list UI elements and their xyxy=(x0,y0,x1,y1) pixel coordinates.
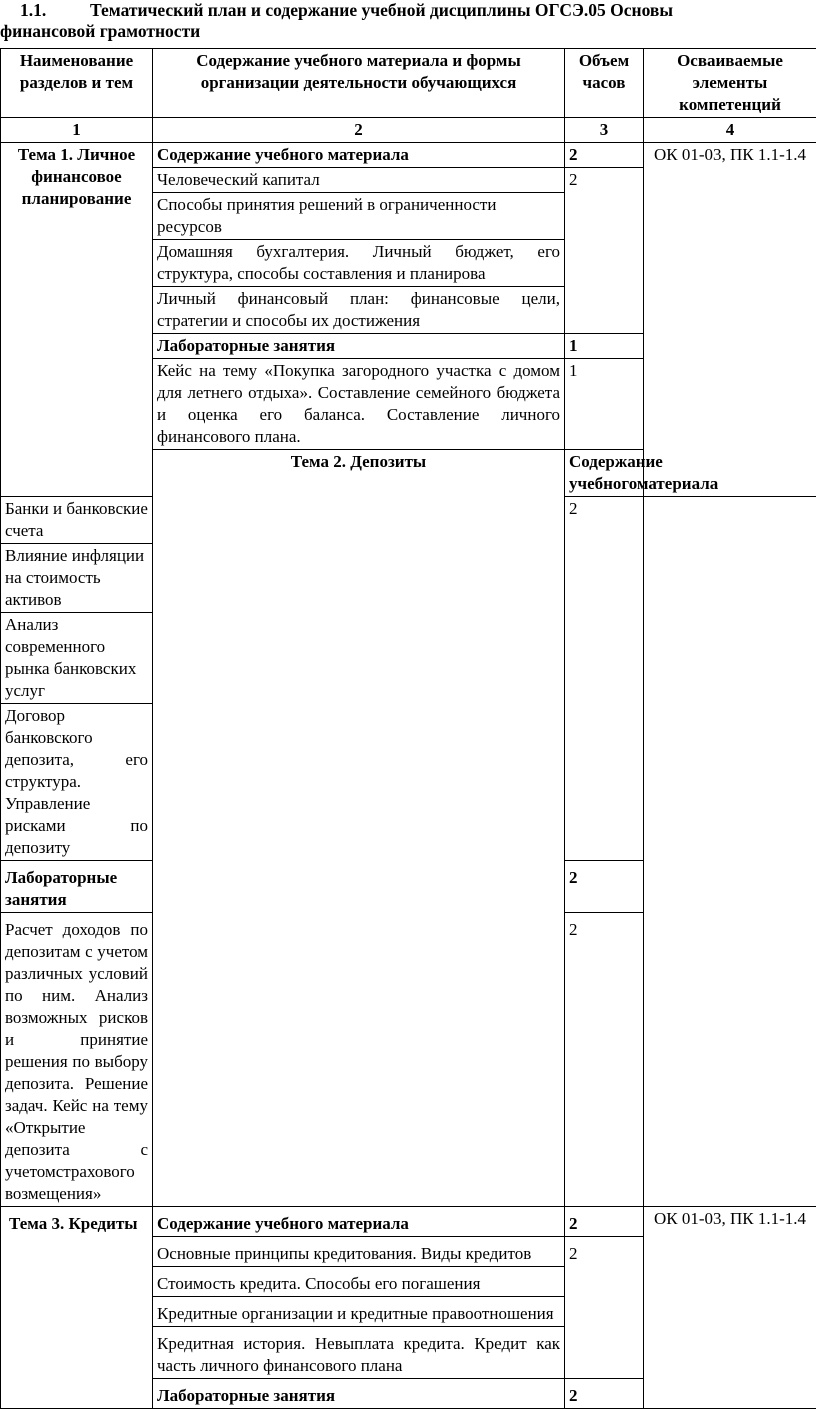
topic-2-item: Банки и банковские счета xyxy=(1,497,153,544)
table-row xyxy=(1,1207,816,1237)
topic-2-content-header: Содержание учебногоматериала xyxy=(565,450,644,497)
topic-1-items-hours: 2 xyxy=(565,168,644,334)
column-number: 2 xyxy=(153,118,565,143)
column-number: 4 xyxy=(644,118,816,143)
topic-1-content-hours: 2 xyxy=(565,143,644,168)
heading-line-2: финансовой грамотности xyxy=(0,21,816,42)
topic-3-competencies: ОК 01-03, ПК 1.1-1.4 xyxy=(644,1207,816,1409)
topic-3-lab-header: Лабораторные занятия xyxy=(153,1379,565,1409)
topic-1-content-header: Содержание учебного материала xyxy=(153,143,565,168)
table-header-row xyxy=(1,49,816,118)
header-sections: Наименование разделов и тем xyxy=(1,49,153,118)
topic-2-lab-hours: 2 xyxy=(565,861,644,913)
topic-1-item: Личный финансовый план: финансовые цели, стратегии и способы их достижения xyxy=(153,287,565,334)
topic-3-item: Кредитные организации и кредитные правоотношения xyxy=(153,1297,565,1327)
topic-1-item: Домашняя бухгалтерия. Личный бюджет, его структура, способы составления и планирова xyxy=(153,240,565,287)
topic-1-lab-header: Лабораторные занятия xyxy=(153,334,565,359)
document-heading xyxy=(0,0,816,42)
topic-2-items-hours: 2 xyxy=(565,497,644,861)
column-number: 3 xyxy=(565,118,644,143)
topic-3-title: Тема 3. Кредиты xyxy=(1,1207,153,1409)
heading-text: Тематический план и содержание учебной дисциплины ОГСЭ.05 Основы xyxy=(90,0,673,20)
heading-number: 1.1. xyxy=(20,0,90,21)
topic-2-title: Тема 2. Депозиты xyxy=(153,450,565,1207)
topic-2-lab-text: Расчет доходов по депозитам с учетом различных условий по ним. Анализ возможных рисков и принятие решения по выбору депозита. Решение задач. Кейс на тему «Открытие депозита с учетомстрахового возмещения» xyxy=(1,913,153,1207)
thematic-plan-table xyxy=(0,48,816,1409)
topic-1-lab-hours: 1 xyxy=(565,334,644,359)
topic-2-item: Влияние инфляции на стоимость активов xyxy=(1,544,153,613)
topic-3-lab-hours: 2 xyxy=(565,1379,644,1409)
topic-2-item: Договор банковского депозита, его структура. Управление рисками по депозиту xyxy=(1,704,153,861)
header-hours: Объем часов xyxy=(565,49,644,118)
topic-1-item: Способы принятия решений в ограниченности ресурсов xyxy=(153,193,565,240)
topic-3-items-hours: 2 xyxy=(565,1237,644,1379)
column-number: 1 xyxy=(1,118,153,143)
topic-1-lab-text: Кейс на тему «Покупка загородного участка с домом для летнего отдыха». Составление семейного бюджета и оценка его баланса. Составление личного финансового плана. xyxy=(153,359,565,450)
topic-1-title: Тема 1. Личное финансовое планирование xyxy=(1,143,153,497)
column-numbers-row xyxy=(1,118,816,143)
topic-1-item: Человеческий капитал xyxy=(153,168,565,193)
topic-3-item: Основные принципы кредитования. Виды кредитов xyxy=(153,1237,565,1267)
topic-2-item: Анализ современного рынка банковских услуг xyxy=(1,613,153,704)
topic-2-lab-text-hours: 2 xyxy=(565,913,644,1207)
header-competencies: Осваиваемые элементы компетенций xyxy=(644,49,816,118)
header-content: Содержание учебного материала и формы организации деятельности обучающихся xyxy=(153,49,565,118)
topic-3-item: Стоимость кредита. Способы его погашения xyxy=(153,1267,565,1297)
topic-3-item: Кредитная история. Невыплата кредита. Кредит как часть личного финансового плана xyxy=(153,1327,565,1379)
topic-1-competencies: ОК 01-03, ПК 1.1-1.4 xyxy=(644,143,816,497)
table-row xyxy=(1,143,816,168)
topic-3-content-hours: 2 xyxy=(565,1207,644,1237)
topic-2-lab-header: Лабораторные занятия xyxy=(1,861,153,913)
topic-3-content-header: Содержание учебного материала xyxy=(153,1207,565,1237)
topic-1-lab-text-hours: 1 xyxy=(565,359,644,450)
heading-line-1 xyxy=(0,0,816,21)
